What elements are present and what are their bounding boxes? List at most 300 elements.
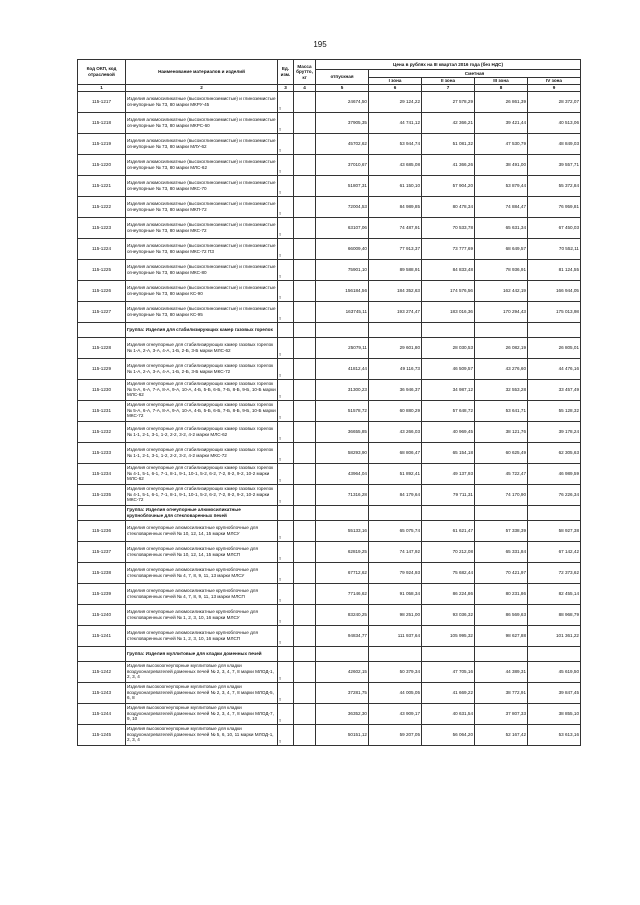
unit-cell: т (278, 301, 294, 322)
name-cell: Изделия огнеупорные для стабилизирующих камер газовых горелок № 5-А, 6-А, 7-А, 8-А, 9-А, 10-А, 4-Б, 5-Б, 6-Б, 7-Б, 8-Б, 9-Б, 10-Б марки МКС-72 (126, 400, 278, 421)
mass-cell (294, 541, 316, 562)
zone3-price-cell: 65 331,84 (475, 541, 528, 562)
col-number: 5 (316, 85, 369, 92)
zone1-price-cell: 51 892,41 (369, 463, 422, 484)
zone2-price-cell: 27 578,29 (422, 91, 475, 112)
table-row (78, 154, 581, 175)
zone4-price-cell: 76 959,81 (528, 196, 581, 217)
mass-cell (294, 133, 316, 154)
zone2-price-cell: 40 631,54 (422, 703, 475, 724)
unit-cell: т (278, 175, 294, 196)
group-zone1-cell (369, 505, 422, 520)
group-unit-cell (278, 505, 294, 520)
unit-cell: т (278, 520, 294, 541)
code-cell: 115-1226 (78, 280, 126, 301)
table-row (78, 379, 581, 400)
code-cell: 115-1236 (78, 520, 126, 541)
name-cell: Изделия огнеупорные для стабилизирующих камер газовых горелок № 1-1, 2-1, 3-1, 1-2, 2-2, 3-2, 4-2 марки МЛС-62 (126, 421, 278, 442)
code-cell: 115-1229 (78, 358, 126, 379)
group-zone1-cell (369, 646, 422, 661)
table-row (78, 520, 581, 541)
release-price-cell: 77146,62 (316, 583, 369, 604)
zone4-price-cell: 67 450,03 (528, 217, 581, 238)
col-number: 2 (126, 85, 278, 92)
zone1-price-cell: 74 147,92 (369, 541, 422, 562)
header-zone-2: II зона (422, 78, 475, 85)
zone3-price-cell: 44 389,31 (475, 661, 528, 682)
name-cell: Изделия алюмосиликатные (высокоглиноземистые) и глиноземистые огнеупорные № 73, 80 марки МЛУ-62 (126, 133, 278, 154)
group-code-cell (78, 646, 126, 661)
mass-cell (294, 337, 316, 358)
zone3-price-cell: 60 625,49 (475, 442, 528, 463)
name-cell: Изделия огнеупорные для стабилизирующих камер газовых горелок № 5-А, 6-А, 7-А, 8-А, 9-А, 10-А, 4-Б, 5-Б, 6-Б, 7-Б, 8-Б, 9-Б, 10-Б марки МЛС-62 (126, 379, 278, 400)
code-cell: 115-1244 (78, 703, 126, 724)
release-price-cell: 37905,35 (316, 112, 369, 133)
zone3-price-cell: 47 530,79 (475, 133, 528, 154)
mass-cell (294, 358, 316, 379)
group-zone4-cell (528, 646, 581, 661)
table-row (78, 280, 581, 301)
zone2-price-cell: 86 224,86 (422, 583, 475, 604)
group-zone1-cell (369, 322, 422, 337)
zone3-price-cell: 162 442,19 (475, 280, 528, 301)
release-price-cell: 51578,72 (316, 400, 369, 421)
zone3-price-cell: 43 276,60 (475, 358, 528, 379)
zone1-price-cell: 111 937,64 (369, 625, 422, 646)
release-price-cell: 66009,40 (316, 238, 369, 259)
group-release-cell (316, 646, 369, 661)
zone3-price-cell: 78 936,91 (475, 259, 528, 280)
mass-cell (294, 196, 316, 217)
zone2-price-cell: 75 682,44 (422, 562, 475, 583)
unit-cell: т (278, 280, 294, 301)
group-release-cell (316, 322, 369, 337)
release-price-cell: 45702,62 (316, 133, 369, 154)
header-estimate: Сметная (369, 70, 581, 78)
mass-cell (294, 238, 316, 259)
unit-cell: т (278, 484, 294, 505)
table-row (78, 604, 581, 625)
name-cell: Изделия огнеупорные для стабилизирующих камер газовых горелок № 4-1, 5-1, 6-1, 7-1, 8-1, 9-1, 10-1, 5-2, 6-2, 7-2, 8-2, 9-2, 10-2 марки МКС-72 (126, 484, 278, 505)
mass-cell (294, 301, 316, 322)
group-zone4-cell (528, 322, 581, 337)
zone3-price-cell: 170 294,43 (475, 301, 528, 322)
zone2-price-cell: 65 154,18 (422, 442, 475, 463)
zone4-price-cell: 81 124,55 (528, 259, 581, 280)
unit-cell: т (278, 112, 294, 133)
mass-cell (294, 463, 316, 484)
code-cell: 115-1225 (78, 259, 126, 280)
col-number: 8 (475, 85, 528, 92)
name-cell: Изделия алюмосиликатные (высокоглиноземистые) и глиноземистые огнеупорные № 73, 80 марки МЛС-62 (126, 154, 278, 175)
header-unit: Ед. изм. (278, 60, 294, 85)
zone2-price-cell: 28 030,53 (422, 337, 475, 358)
zone2-price-cell: 183 016,36 (422, 301, 475, 322)
zone1-price-cell: 68 806,47 (369, 442, 422, 463)
table-row (78, 175, 581, 196)
zone4-price-cell: 88 968,79 (528, 604, 581, 625)
zone2-price-cell: 41 366,26 (422, 154, 475, 175)
group-row (78, 322, 581, 337)
unit-cell: т (278, 337, 294, 358)
table-row (78, 301, 581, 322)
mass-cell (294, 154, 316, 175)
mass-cell (294, 379, 316, 400)
zone4-price-cell: 40 513,06 (528, 112, 581, 133)
table-row (78, 442, 581, 463)
table-row (78, 238, 581, 259)
code-cell: 115-1245 (78, 724, 126, 745)
code-cell: 115-1222 (78, 196, 126, 217)
zone2-price-cell: 40 969,45 (422, 421, 475, 442)
zone1-price-cell: 43 266,03 (369, 421, 422, 442)
table-body (78, 91, 581, 745)
zone1-price-cell: 29 124,22 (369, 91, 422, 112)
zone3-price-cell: 98 627,88 (475, 625, 528, 646)
unit-cell: т (278, 562, 294, 583)
header-price-title: Цена в рублях на III квартал 2016 года (без НДС) (316, 60, 581, 70)
zone2-price-cell: 79 711,31 (422, 484, 475, 505)
unit-cell: т (278, 541, 294, 562)
zone4-price-cell: 39 557,71 (528, 154, 581, 175)
mass-cell (294, 259, 316, 280)
code-cell: 115-1219 (78, 133, 126, 154)
table-row (78, 583, 581, 604)
name-cell: Изделия алюмосиликатные (высокоглиноземистые) и глиноземистые огнеупорные № 73, 80 марки МКС-80 (126, 259, 278, 280)
code-cell: 115-1220 (78, 154, 126, 175)
group-mass-cell (294, 322, 316, 337)
code-cell: 115-1239 (78, 583, 126, 604)
zone4-price-cell: 39 178,24 (528, 421, 581, 442)
group-name-cell: Группа: Изделия муллитовые для кладки доменных печей (126, 646, 278, 661)
zone2-price-cell: 70 212,08 (422, 541, 475, 562)
release-price-cell: 72004,53 (316, 196, 369, 217)
zone1-price-cell: 43 909,17 (369, 703, 422, 724)
table-row (78, 196, 581, 217)
zone2-price-cell: 73 777,69 (422, 238, 475, 259)
unit-cell: т (278, 358, 294, 379)
unit-cell: т (278, 625, 294, 646)
release-price-cell: 37281,75 (316, 682, 369, 703)
zone2-price-cell: 174 576,56 (422, 280, 475, 301)
mass-cell (294, 682, 316, 703)
release-price-cell: 75901,10 (316, 259, 369, 280)
group-code-cell (78, 505, 126, 520)
zone4-price-cell: 55 372,84 (528, 175, 581, 196)
unit-cell: т (278, 604, 294, 625)
unit-cell: т (278, 259, 294, 280)
unit-cell: т (278, 682, 294, 703)
zone3-price-cell: 45 722,47 (475, 463, 528, 484)
table-row (78, 703, 581, 724)
name-cell: Изделия алюмосиликатные (высокоглиноземистые) и глиноземистые огнеупорные № 73, 80 марки МКРУ-45 (126, 91, 278, 112)
mass-cell (294, 703, 316, 724)
code-cell: 115-1234 (78, 463, 126, 484)
code-cell: 115-1232 (78, 421, 126, 442)
table-row (78, 421, 581, 442)
table-row (78, 91, 581, 112)
table-row (78, 682, 581, 703)
group-mass-cell (294, 646, 316, 661)
col-number: 9 (528, 85, 581, 92)
zone3-price-cell: 74 170,90 (475, 484, 528, 505)
zone1-price-cell: 29 601,80 (369, 337, 422, 358)
zone1-price-cell: 65 075,74 (369, 520, 422, 541)
zone3-price-cell: 53 879,44 (475, 175, 528, 196)
zone1-price-cell: 184 352,63 (369, 280, 422, 301)
group-zone4-cell (528, 505, 581, 520)
release-price-cell: 25079,11 (316, 337, 369, 358)
mass-cell (294, 175, 316, 196)
mass-cell (294, 604, 316, 625)
zone2-price-cell: 42 366,21 (422, 112, 475, 133)
code-cell: 115-1227 (78, 301, 126, 322)
zone3-price-cell: 65 631,34 (475, 217, 528, 238)
zone2-price-cell: 57 904,20 (422, 175, 475, 196)
table-row (78, 112, 581, 133)
unit-cell: т (278, 91, 294, 112)
table-row (78, 625, 581, 646)
zone4-price-cell: 175 013,98 (528, 301, 581, 322)
code-cell: 115-1224 (78, 238, 126, 259)
table-row (78, 400, 581, 421)
name-cell: Изделия огнеупорные для стабилизирующих камер газовых горелок № 1-А, 2-А, 3-А, 4-А, 1-Б, 2-Б, 3-Б марки МКС-72 (126, 358, 278, 379)
zone1-price-cell: 84 989,85 (369, 196, 422, 217)
mass-cell (294, 280, 316, 301)
unit-cell: т (278, 703, 294, 724)
code-cell: 115-1240 (78, 604, 126, 625)
zone1-price-cell: 61 150,10 (369, 175, 422, 196)
mass-cell (294, 583, 316, 604)
code-cell: 115-1223 (78, 217, 126, 238)
zone4-price-cell: 33 457,49 (528, 379, 581, 400)
mass-cell (294, 562, 316, 583)
header-zone-3: III зона (475, 78, 528, 85)
release-price-cell: 63107,06 (316, 217, 369, 238)
table-row (78, 133, 581, 154)
group-mass-cell (294, 505, 316, 520)
zone2-price-cell: 57 648,72 (422, 400, 475, 421)
unit-cell: т (278, 583, 294, 604)
code-cell: 115-1243 (78, 682, 126, 703)
zone4-price-cell: 46 989,59 (528, 463, 581, 484)
header-zone-4: IV зона (528, 78, 581, 85)
code-cell: 115-1231 (78, 400, 126, 421)
release-price-cell: 31300,23 (316, 379, 369, 400)
release-price-cell: 24674,50 (316, 91, 369, 112)
zone3-price-cell: 70 421,97 (475, 562, 528, 583)
zone1-price-cell: 89 588,91 (369, 259, 422, 280)
zone3-price-cell: 52 167,42 (475, 724, 528, 745)
header-mass: Масса брутто, кг (294, 60, 316, 85)
code-cell: 115-1217 (78, 91, 126, 112)
code-cell: 115-1233 (78, 442, 126, 463)
release-price-cell: 156184,56 (316, 280, 369, 301)
group-zone3-cell (475, 505, 528, 520)
zone3-price-cell: 32 553,28 (475, 379, 528, 400)
mass-cell (294, 400, 316, 421)
zone3-price-cell: 74 884,47 (475, 196, 528, 217)
release-price-cell: 41812,44 (316, 358, 369, 379)
zone1-price-cell: 60 880,29 (369, 400, 422, 421)
name-cell: Изделия алюмосиликатные (высокоглиноземистые) и глиноземистые огнеупорные № 73, 80 марки КС-90 (126, 280, 278, 301)
name-cell: Изделия алюмосиликатные (высокоглиноземистые) и глиноземистые огнеупорные № 73, 80 марки МКС-72 (126, 217, 278, 238)
name-cell: Изделия огнеупорные алюмосиликатные крупноблочные для стекловаренных печей № 1, 2, 3, 10, 16 марки МЛСП (126, 625, 278, 646)
table-row (78, 337, 581, 358)
zone4-price-cell: 28 372,07 (528, 91, 581, 112)
zone4-price-cell: 166 944,05 (528, 280, 581, 301)
zone3-price-cell: 57 338,39 (475, 520, 528, 541)
table-row (78, 562, 581, 583)
zone3-price-cell: 38 491,00 (475, 154, 528, 175)
mass-cell (294, 661, 316, 682)
name-cell: Изделия огнеупорные для стабилизирующих камер газовых горелок № 1-А, 2-А, 3-А, 4-А, 1-Б, 2-Б, 3-Б марки МЛС-62 (126, 337, 278, 358)
code-cell: 115-1218 (78, 112, 126, 133)
zone4-price-cell: 58 927,38 (528, 520, 581, 541)
name-cell: Изделия огнеупорные алюмосиликатные крупноблочные для стекловаренных печей № 10, 12, 14, 15 марки МЛСУ (126, 520, 278, 541)
unit-cell: т (278, 133, 294, 154)
table-row (78, 661, 581, 682)
table-row (78, 217, 581, 238)
zone3-price-cell: 26 861,39 (475, 91, 528, 112)
release-price-cell: 50151,12 (316, 724, 369, 745)
name-cell: Изделия высокоогнеупорные муллитовые для кладки воздухонагревателей доменных печей № 2, 3, 4, 7, 8 марки МЛОД-7, 9, 10 (126, 703, 278, 724)
release-price-cell: 55133,16 (316, 520, 369, 541)
zone1-price-cell: 77 913,37 (369, 238, 422, 259)
zone1-price-cell: 74 487,91 (369, 217, 422, 238)
code-cell: 115-1228 (78, 337, 126, 358)
zone1-price-cell: 44 741,12 (369, 112, 422, 133)
table-row (78, 358, 581, 379)
unit-cell: т (278, 463, 294, 484)
code-cell: 115-1235 (78, 484, 126, 505)
release-price-cell: 51807,31 (316, 175, 369, 196)
mass-cell (294, 442, 316, 463)
release-price-cell: 71316,28 (316, 484, 369, 505)
group-zone3-cell (475, 646, 528, 661)
zone2-price-cell: 84 833,48 (422, 259, 475, 280)
zone4-price-cell: 101 361,22 (528, 625, 581, 646)
group-zone3-cell (475, 322, 528, 337)
unit-cell: т (278, 379, 294, 400)
zone2-price-cell: 80 478,34 (422, 196, 475, 217)
mass-cell (294, 91, 316, 112)
name-cell: Изделия огнеупорные для стабилизирующих камер газовых горелок № 1-1, 2-1, 3-1, 1-2, 2-2, 3-2, 4-2 марки МКС-72 (126, 442, 278, 463)
mass-cell (294, 112, 316, 133)
mass-cell (294, 217, 316, 238)
group-unit-cell (278, 322, 294, 337)
zone3-price-cell: 39 421,44 (475, 112, 528, 133)
col-number: 3 (278, 85, 294, 92)
release-price-cell: 67712,62 (316, 562, 369, 583)
name-cell: Изделия высокоогнеупорные муллитовые для кладки воздухонагревателей доменных печей № 5, 6, 10, 11 марки МЛОД-1, 2, 3, 4 (126, 724, 278, 745)
header-name: Наименование материалов и изделий (126, 60, 278, 85)
release-price-cell: 43964,04 (316, 463, 369, 484)
table-row (78, 541, 581, 562)
release-price-cell: 37010,67 (316, 154, 369, 175)
name-cell: Изделия высокоогнеупорные муллитовые для кладки воздухонагревателей доменных печей № 2, 3, 4, 7, 8 марки МЛОД-5, 6, 8 (126, 682, 278, 703)
col-number: 4 (294, 85, 316, 92)
zone4-price-cell: 45 619,50 (528, 661, 581, 682)
header-zone-1: I зона (369, 78, 422, 85)
name-cell: Изделия алюмосиликатные (высокоглиноземистые) и глиноземистые огнеупорные № 73, 80 марки МКС-72 ПЗ (126, 238, 278, 259)
zone1-price-cell: 49 116,73 (369, 358, 422, 379)
table-row (78, 463, 581, 484)
release-price-cell: 58293,90 (316, 442, 369, 463)
unit-cell: т (278, 196, 294, 217)
zone4-price-cell: 39 847,45 (528, 682, 581, 703)
col-number: 1 (78, 85, 126, 92)
zone4-price-cell: 48 849,03 (528, 133, 581, 154)
zone4-price-cell: 55 128,32 (528, 400, 581, 421)
zone4-price-cell: 72 373,62 (528, 562, 581, 583)
unit-cell: т (278, 661, 294, 682)
unit-cell: т (278, 421, 294, 442)
zone4-price-cell: 70 552,11 (528, 238, 581, 259)
zone2-price-cell: 56 064,20 (422, 724, 475, 745)
zone1-price-cell: 91 058,34 (369, 583, 422, 604)
zone2-price-cell: 47 705,16 (422, 661, 475, 682)
group-zone2-cell (422, 505, 475, 520)
zone3-price-cell: 53 641,71 (475, 400, 528, 421)
group-release-cell (316, 505, 369, 520)
release-price-cell: 42602,15 (316, 661, 369, 682)
code-cell: 115-1241 (78, 625, 126, 646)
mass-cell (294, 520, 316, 541)
release-price-cell: 83240,25 (316, 604, 369, 625)
name-cell: Изделия огнеупорные алюмосиликатные крупноблочные для стекловаренных печей № 4, 7, 8, 9, 11, 13 марки МЛСП (126, 583, 278, 604)
zone4-price-cell: 53 613,16 (528, 724, 581, 745)
col-number: 6 (369, 85, 422, 92)
code-cell: 115-1221 (78, 175, 126, 196)
group-row (78, 646, 581, 661)
group-row (78, 505, 581, 520)
zone4-price-cell: 62 305,63 (528, 442, 581, 463)
zone3-price-cell: 86 569,63 (475, 604, 528, 625)
code-cell: 115-1242 (78, 661, 126, 682)
col-number: 7 (422, 85, 475, 92)
zone1-price-cell: 84 179,64 (369, 484, 422, 505)
table-row (78, 259, 581, 280)
mass-cell (294, 724, 316, 745)
mass-cell (294, 421, 316, 442)
zone2-price-cell: 51 081,32 (422, 133, 475, 154)
release-price-cell: 94834,77 (316, 625, 369, 646)
zone2-price-cell: 49 137,93 (422, 463, 475, 484)
code-cell: 115-1230 (78, 379, 126, 400)
zone2-price-cell: 93 036,32 (422, 604, 475, 625)
name-cell: Изделия огнеупорные для стабилизирующих камер газовых горелок № 4-1, 5-1, 6-1, 7-1, 8-1, 9-1, 10-1, 5-2, 6-2, 7-2, 8-2, 9-2, 10-2 марки МЛС-62 (126, 463, 278, 484)
name-cell: Изделия высокоогнеупорные муллитовые для кладки воздухонагревателей доменных печей № 2, 3, 4, 7, 8 марки МЛОД-1, 2, 3, 4 (126, 661, 278, 682)
unit-cell: т (278, 442, 294, 463)
table-row (78, 484, 581, 505)
zone4-price-cell: 82 455,14 (528, 583, 581, 604)
unit-cell: т (278, 154, 294, 175)
zone2-price-cell: 41 669,22 (422, 682, 475, 703)
zone1-price-cell: 43 685,08 (369, 154, 422, 175)
zone1-price-cell: 193 274,47 (369, 301, 422, 322)
release-price-cell: 36352,30 (316, 703, 369, 724)
zone1-price-cell: 79 924,93 (369, 562, 422, 583)
group-name-cell: Группа: Изделия для стабилизирующих камер газовых горелок (126, 322, 278, 337)
zone3-price-cell: 80 231,86 (475, 583, 528, 604)
group-zone2-cell (422, 646, 475, 661)
release-price-cell: 62819,25 (316, 541, 369, 562)
zone2-price-cell: 70 533,78 (422, 217, 475, 238)
zone4-price-cell: 38 855,10 (528, 703, 581, 724)
zone3-price-cell: 26 082,19 (475, 337, 528, 358)
table-row (78, 724, 581, 745)
